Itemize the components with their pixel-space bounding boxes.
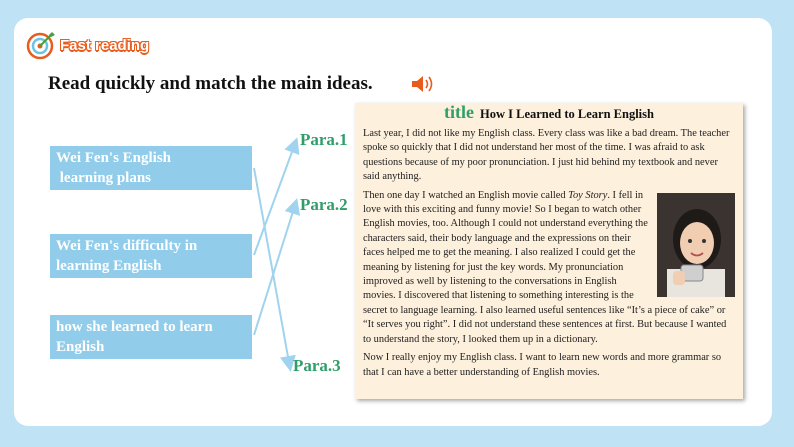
para-label-1[interactable]: Para.1 — [300, 130, 348, 149]
idea-line: learning plans — [56, 170, 152, 186]
movie-name: Toy Story — [568, 189, 608, 201]
reading-passage — [355, 103, 743, 399]
idea-line: how she learned to learn — [56, 319, 213, 335]
title-tag: title — [444, 102, 474, 122]
paragraph-2-text-b: . I fell in love with this exciting and funny movie! So I began to watch other English movies, too. Although I could not understand everything the characters said, their body language and the expressions on their faces helped me to get the meaning. I also realized I could get the meaning by listening for just the key words. My pronunciation improved as well by listening to the conversations in English movies. I discovered that listening to something interesting is the secret to language learning. I also learned useful sentences like “It’s a piece of cake” or “It serves you right”. I did not understand these sentences at first. But because I wanted to understand the story, I looked them up in a dictionary. — [363, 189, 727, 345]
idea-line: learning English — [56, 258, 162, 274]
story-title: How I Learned to Learn English — [480, 107, 654, 121]
main-idea-plans[interactable] — [50, 146, 252, 190]
para-label-2[interactable]: Para.2 — [300, 195, 348, 214]
para-label-3[interactable]: Para.3 — [293, 356, 341, 375]
idea-line: Wei Fen's difficulty in — [56, 238, 198, 254]
instruction-text: Read quickly and match the main ideas. — [48, 73, 373, 94]
main-idea-difficulty[interactable] — [50, 234, 252, 278]
idea-line: Wei Fen's English — [56, 150, 172, 166]
girl-photo — [657, 193, 735, 297]
paragraph-1: Last year, I did not like my English class. Every class was like a bad dream. The teacher spoke so quickly that I did not understand her most of the time. I was afraid to ask questions because of my poor pronunciation. I just hid behind my textbook and never said anything. — [363, 128, 730, 183]
idea-line: English — [56, 339, 105, 355]
match-line-how-para2 — [254, 202, 296, 335]
paragraph-3: Now I really enjoy my English class. I want to learn new words and more grammar so that I can have a better understanding of English movies. — [363, 352, 722, 378]
main-idea-how[interactable] — [50, 315, 252, 359]
passage-title-row — [363, 102, 735, 127]
fast-reading-label: Fast reading — [60, 36, 150, 54]
match-line-plans-para3 — [254, 168, 290, 368]
paragraph-2-text-a: Then one day I watched an English movie called — [363, 189, 569, 201]
